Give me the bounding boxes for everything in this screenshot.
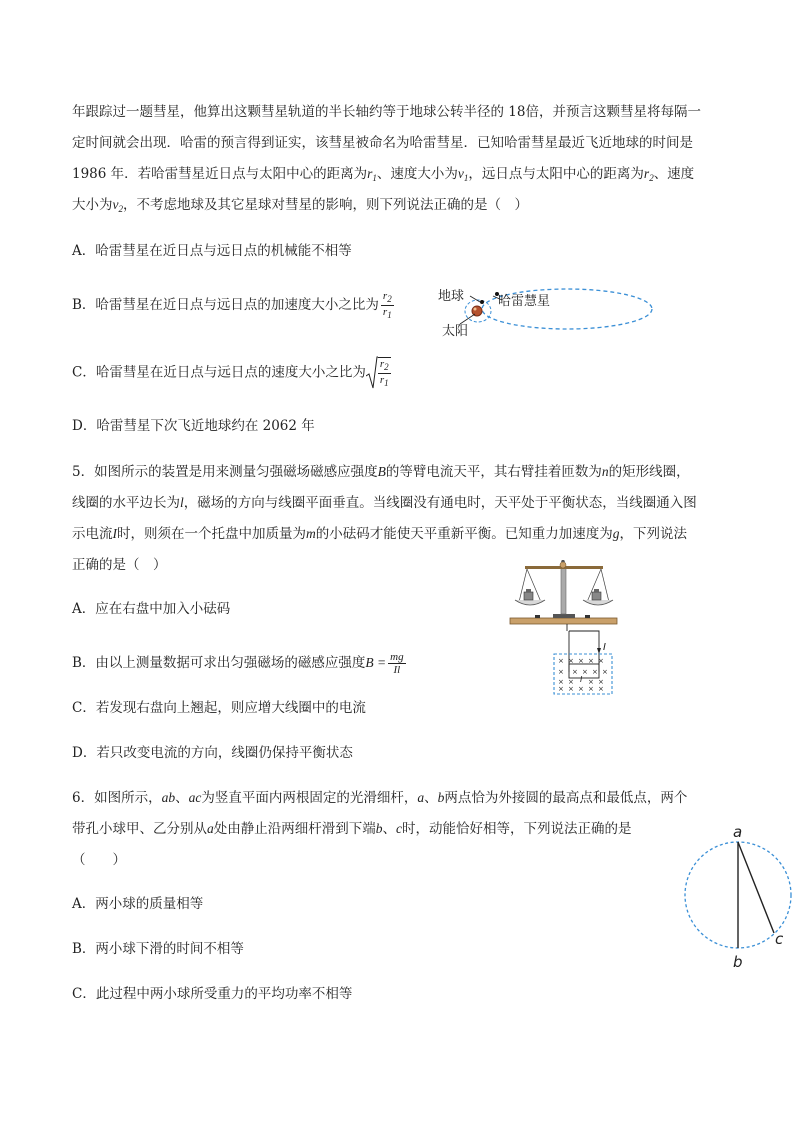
q6-line3: （ ） xyxy=(72,852,126,868)
svg-text:×: × xyxy=(602,668,608,676)
coil-current-label: I xyxy=(580,675,583,684)
svg-text:×: × xyxy=(588,685,594,693)
svg-text:×: × xyxy=(592,668,598,676)
circle-rods-figure xyxy=(680,820,794,975)
q5-line3: 示电流I时，则须在一个托盘中加质量为m的小砝码才能使天平重新平衡。已知重力加速度为g，下列说法 xyxy=(72,526,687,542)
svg-text:×: × xyxy=(578,657,584,665)
sqrt-sign-icon xyxy=(366,356,378,390)
point-a-label: a xyxy=(733,823,743,841)
svg-text:×: × xyxy=(588,657,594,665)
sqrt-fraction: $\frac{r_2}{r_1}$ xyxy=(366,356,391,390)
rod-ac xyxy=(738,842,774,933)
q4-option-d: D．哈雷彗星下次飞近地球约在 2062 年 xyxy=(72,418,315,434)
q5-line1: 5．如图所示的装置是用来测量匀强磁场磁感应强度B的等臂电流天平，其右臂挂着匝数为n的矩形线圈， xyxy=(72,464,690,480)
current-label: I xyxy=(603,642,606,653)
earth-icon xyxy=(480,300,484,304)
q5-option-b: B．由以上测量数据可求出匀强磁场的磁感应强度B = $\frac{mg}{Il}$ xyxy=(72,651,404,676)
q6-option-c: C．此过程中两小球所受重力的平均功率不相等 xyxy=(72,986,353,1002)
current-balance-figure xyxy=(505,560,635,700)
svg-text:×: × xyxy=(558,678,564,686)
q5-line2: 线圈的水平边长为l，磁场的方向与线圈平面垂直。当线圈没有通电时，天平处于平衡状态，当线圈通入图 xyxy=(72,495,697,511)
field-cross-marks xyxy=(558,657,608,693)
svg-text:×: × xyxy=(572,668,578,676)
q6-option-a: A．两小球的质量相等 xyxy=(72,896,204,912)
q4-option-c: C．哈雷彗星在近日点与远日点的速度大小之比为 $\frac{r_2}{r_1}$ xyxy=(72,358,389,388)
svg-text:×: × xyxy=(558,657,564,665)
point-c-label: c xyxy=(775,930,784,948)
q4-option-b: B．哈雷彗星在近日点与远日点的加速度大小之比为 $\frac{r_2}{r_1}$ xyxy=(72,290,392,320)
q5-line4: 正确的是（ ） xyxy=(72,557,167,573)
q4-option-a: A．哈雷彗星在近日点与远日点的机械能不相等 xyxy=(72,243,352,259)
label-sun: 太阳 xyxy=(442,324,469,339)
sun-icon xyxy=(472,306,482,316)
q4-intro-line1: 年跟踪过一题彗星，他算出这颗彗星轨道的半长轴约等于地球公转半径的 18倍，并预言这颗彗星将每隔一 xyxy=(72,104,701,120)
svg-text:×: × xyxy=(588,678,594,686)
q6-option-b: B．两小球下滑的时间不相等 xyxy=(72,941,244,957)
label-earth: 地球 xyxy=(438,289,465,304)
fraction-r2-r1: $\frac{r_2}{r_1}$ xyxy=(382,290,392,320)
svg-text:×: × xyxy=(568,678,574,686)
q6-line2: 带孔小球甲、乙分别从a处由静止沿两细杆滑到下端b、c时，动能恰好相等，下列说法正确的是 xyxy=(72,821,632,837)
svg-text:×: × xyxy=(568,685,574,693)
svg-text:×: × xyxy=(598,678,604,686)
q5-option-d: D．若只改变电流的方向，线圈仍保持平衡状态 xyxy=(72,745,353,761)
fraction-mg-il: $\frac{mg}{Il}$ xyxy=(390,651,404,676)
label-comet: 哈雷慧星 xyxy=(498,294,551,309)
q4-intro-line2: 定时间就会出现．哈雷的预言得到证实，该彗星被命名为哈雷彗星．已知哈雷彗星最近飞近地球的时间是 xyxy=(72,135,693,151)
q6-line1: 6．如图所示，ab、ac为竖直平面内两根固定的光滑细杆，a、b两点恰为外接圆的最高点和最低点，两个 xyxy=(72,790,688,806)
svg-text:×: × xyxy=(558,668,564,676)
svg-text:×: × xyxy=(568,657,574,665)
svg-text:×: × xyxy=(582,668,588,676)
q5-option-a: A．应在右盘中加入小砝码 xyxy=(72,601,231,617)
q4-intro-line3: 1986 年．若哈雷彗星近日点与太阳中心的距离为$r_1$、速度大小为$v_1$，远日点与太阳中心的距离为$r_2$、速度 xyxy=(72,166,695,183)
q4-intro-line4: 大小为$v_2$，不考虑地球及其它星球对彗星的影响，则下列说法正确的是（ ） xyxy=(72,197,528,214)
svg-text:×: × xyxy=(598,657,604,665)
q5-option-c: C．若发现右盘向上翘起，则应增大线圈中的电流 xyxy=(72,700,366,716)
svg-text:×: × xyxy=(578,685,584,693)
svg-text:×: × xyxy=(598,685,604,693)
svg-text:×: × xyxy=(558,685,564,693)
point-b-label: b xyxy=(733,953,743,971)
comet-orbit-figure xyxy=(430,280,660,350)
